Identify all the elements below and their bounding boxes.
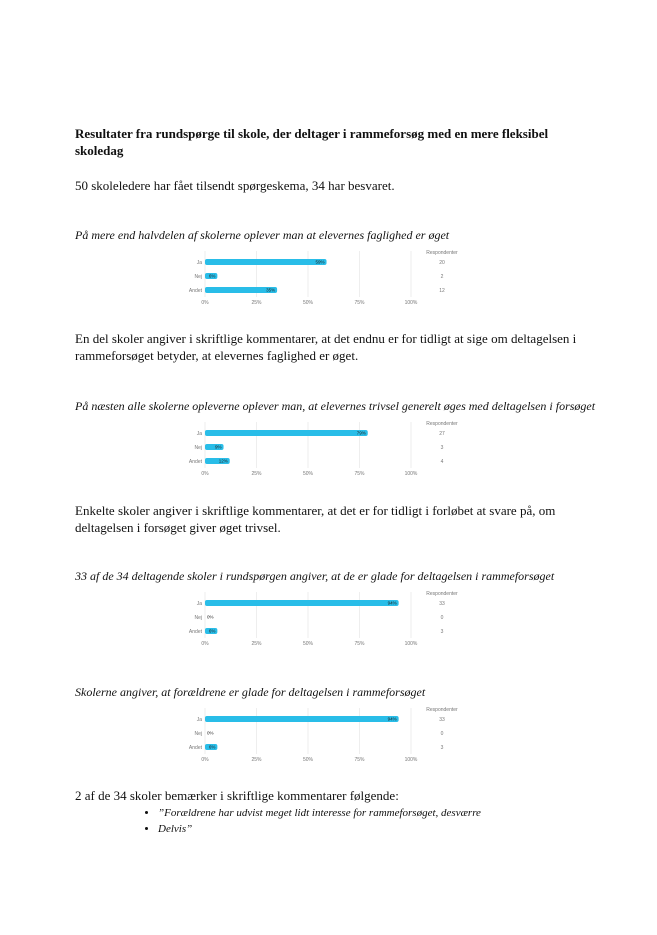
bar [205,259,327,265]
bar-value-label: 0% [207,614,214,620]
category-label: Andet [188,287,202,294]
bar-value-label: 12% [218,458,228,464]
document-title: Resultater fra rundspørge til skole, der deltager i rammeforsøg med en mere fleksibel skoledag [75,126,549,158]
respondent-count: 3 [440,628,444,635]
category-label: Ja [196,716,202,723]
respondent-count: 12 [439,287,445,294]
respondents-header: Respondenter [426,707,458,713]
category-label: Nej [194,614,202,621]
category-label: Andet [188,744,202,751]
x-tick-label: 50% [302,757,314,763]
bar-value-label: 0% [207,730,214,736]
x-tick-label: 0% [201,300,209,306]
bar [205,430,368,436]
bar-value-label: 35% [266,287,276,293]
respondent-count: 27 [439,430,445,437]
respondent-count: 33 [439,600,445,607]
category-label: Nej [194,444,202,451]
category-label: Ja [196,430,202,437]
intro-text: 50 skoleledere har fået tilsendt spørgeskema, 34 har besvaret. [75,178,395,193]
x-tick-label: 0% [201,641,209,647]
x-tick-label: 100% [404,641,418,647]
bar-value-label: 6% [208,628,216,634]
respondent-count: 20 [439,259,445,266]
category-label: Ja [196,600,202,607]
respondent-count: 0 [440,730,444,737]
bar-value-label: 6% [208,744,216,750]
category-label: Nej [194,730,202,737]
bullet-item: • ”Forældrene har udvist meget lidt interesse for rammeforsøget, desværre [158,805,481,821]
respondent-count: 2 [440,273,444,280]
respondents-header: Respondenter [426,250,458,256]
x-tick-label: 100% [404,300,418,306]
respondents-header: Respondenter [426,421,458,427]
x-tick-label: 0% [201,757,209,763]
x-tick-label: 25% [251,641,262,647]
bar [205,600,399,606]
category-label: Andet [188,458,202,465]
chart-2-caption: På næsten alle skolerne opleverne oplever man, at elevernes trivsel generelt øges med deltagelsen i forsøget [75,399,596,413]
comment-1-text: En del skoler angiver i skriftlige kommentarer, at det endnu er for tidligt at sige om deltagelsen i rammeforsøget betyder, at elevernes faglighed er øget. [75,331,577,363]
x-tick-label: 50% [302,471,314,477]
bar-value-label: 94% [387,716,397,722]
chart-4-caption: Skolerne angiver, at forældrene er glade for deltagelsen i rammeforsøget [75,685,426,699]
chart-3-caption: 33 af de 34 deltagende skoler i rundspørgen angiver, at de er glade for deltagelsen i rammeforsøget [75,569,555,583]
chart-4 [170,706,470,768]
respondent-count: 3 [440,744,444,751]
category-label: Andet [188,628,202,635]
x-tick-label: 0% [201,471,209,477]
respondent-count: 33 [439,716,445,723]
respondent-count: 0 [440,614,444,621]
category-label: Nej [194,273,202,280]
respondent-count: 4 [440,458,444,465]
x-tick-label: 75% [354,641,365,647]
bar-value-label: 94% [387,600,397,606]
bar-value-label: 6% [208,273,216,279]
x-tick-label: 75% [354,757,365,763]
bar-value-label: 59% [315,259,325,265]
category-label: Ja [196,259,202,266]
x-tick-label: 25% [251,471,262,477]
x-tick-label: 100% [404,757,418,763]
chart-1 [170,249,470,311]
x-tick-label: 25% [251,757,262,763]
x-tick-label: 100% [404,471,418,477]
chart-2 [170,420,470,482]
bar [205,716,399,722]
respondent-count: 3 [440,444,444,451]
bar-value-label: 79% [356,430,366,436]
comment-bullet-list [140,805,481,837]
comment-3-text: 2 af de 34 skoler bemærker i skriftlige kommentarer følgende: [75,788,399,803]
respondents-header: Respondenter [426,591,458,597]
chart-3 [170,590,470,652]
x-tick-label: 25% [251,300,262,306]
chart-1-caption: På mere end halvdelen af skolerne oplever man at elevernes faglighed er øget [75,228,450,242]
x-tick-label: 75% [354,471,365,477]
x-tick-label: 50% [302,641,314,647]
bullet-item: • Delvis” [158,821,481,837]
x-tick-label: 50% [302,300,314,306]
bar-value-label: 9% [215,444,222,450]
x-tick-label: 75% [354,300,365,306]
comment-2-text: Enkelte skoler angiver i skriftlige kommentarer, at det er for tidligt i forløbet at svare på, om deltagelsen i forsøget giver øget trivsel. [75,503,556,535]
